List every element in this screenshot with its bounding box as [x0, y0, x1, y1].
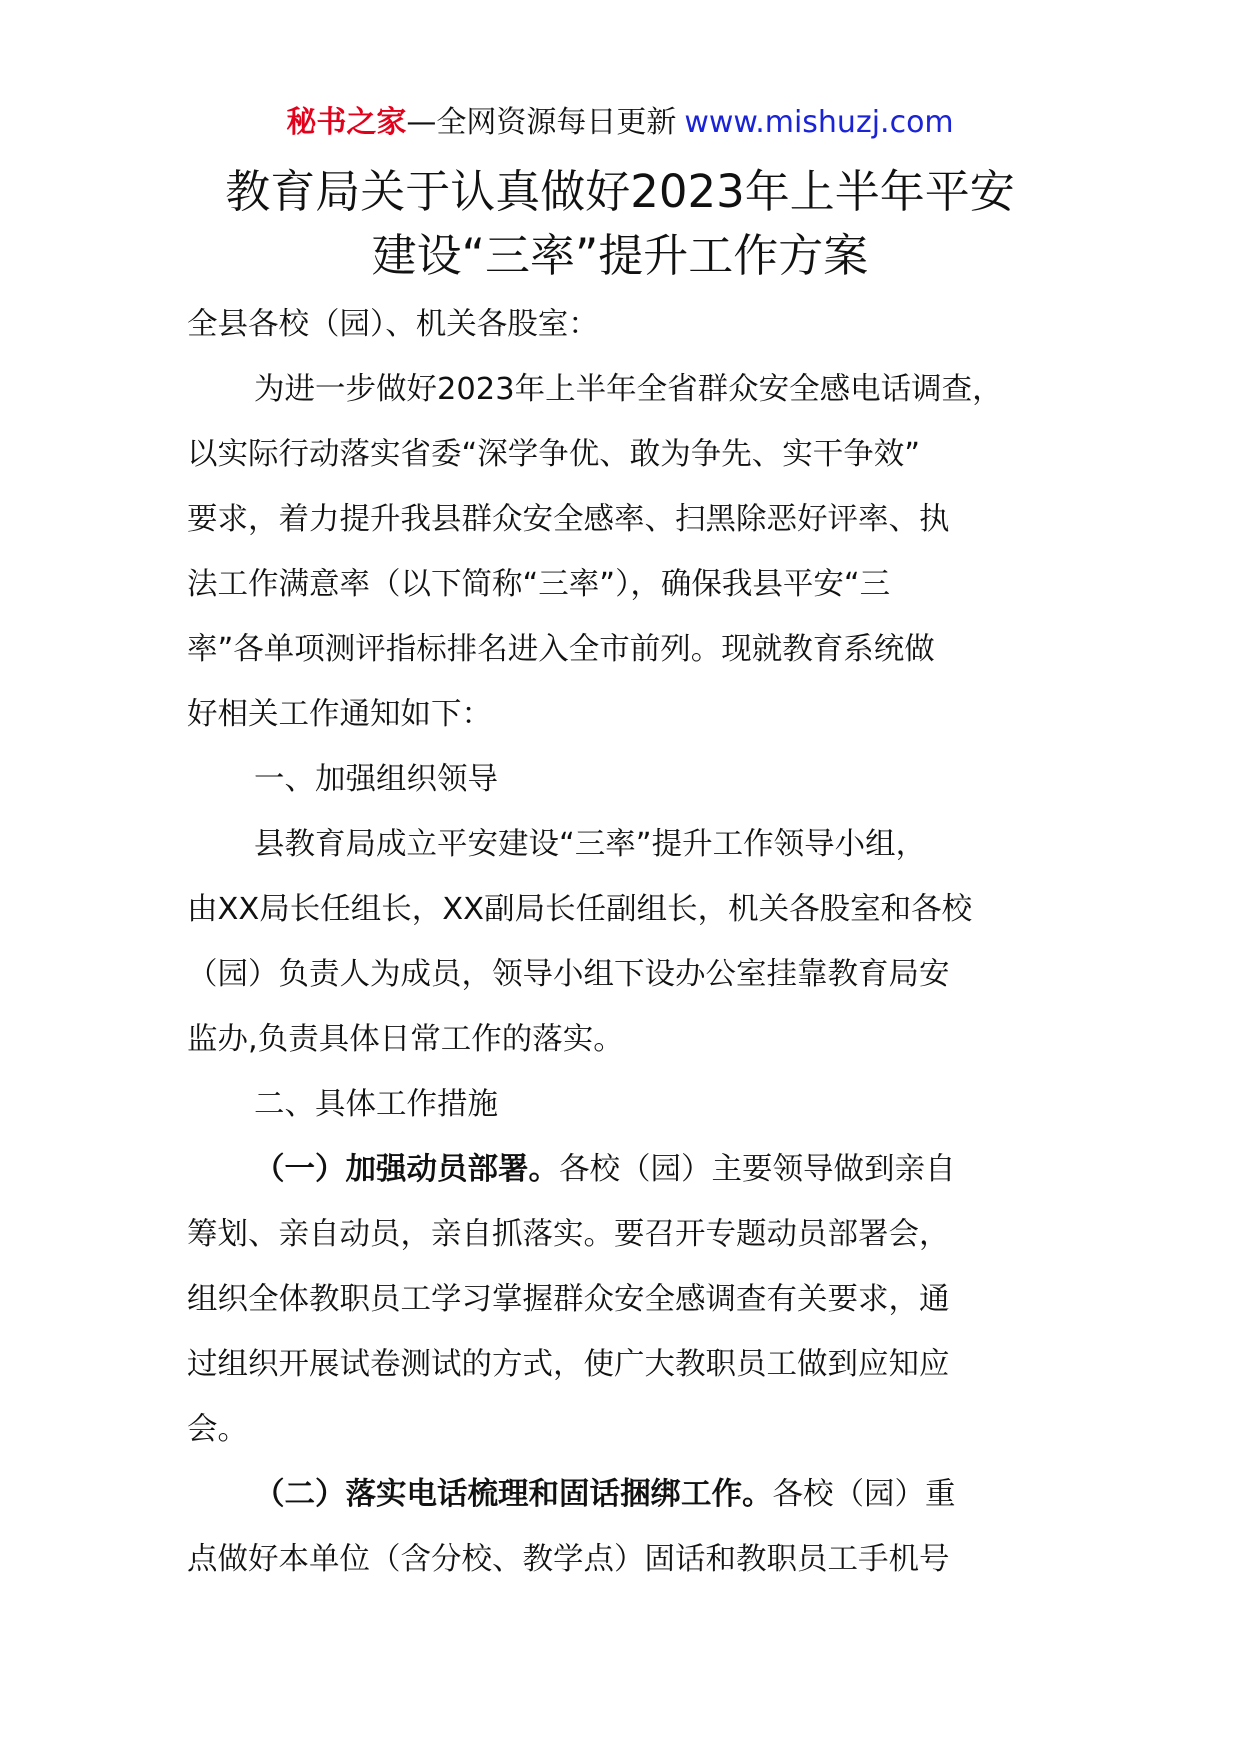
addressee: 全县各校（园）、机关各股室： [187, 307, 599, 342]
paragraph-line: 率”各单项测评指标排名进入全市前列。现就教育系统做 [187, 632, 935, 667]
brand-name: 秘书之家 [286, 105, 407, 140]
document-title-line-2: 建设“三率”提升工作方案 [371, 229, 869, 282]
paragraph-line: 由XX局长任组长，XX副局长任副组长，机关各股室和各校 [187, 892, 973, 927]
paragraph-line: 以实际行动落实省委“深学争优、敢为争先、实干争效” [187, 437, 921, 472]
paragraph-line: 为进一步做好2023年上半年全省群众安全感电话调查， [254, 372, 1003, 407]
paragraph-line: 要求，着力提升我县群众安全感率、扫黑除恶好评率、执 [187, 502, 950, 537]
brand-slogan: —全网资源每日更新 [406, 105, 677, 140]
item-2-lead: （二）落实电话梳理和固话捆绑工作。 [254, 1477, 773, 1512]
item-2-first-line [187, 1462, 1067, 1527]
section-heading-2: 二、具体工作措施 [254, 1087, 498, 1122]
section-heading-1: 一、加强组织领导 [254, 762, 498, 797]
paragraph-line: 法工作满意率（以下简称“三率”），确保我县平安“三 [187, 567, 891, 602]
item-2-text: 各校（园）重 [772, 1477, 956, 1512]
document-title-line-1: 教育局关于认真做好2023年上半年平安 [225, 165, 1015, 218]
website-link[interactable]: www.mishuzj.com [684, 105, 954, 140]
paragraph-line: 好相关工作通知如下： [187, 697, 492, 732]
paragraph-line: 会。 [187, 1412, 248, 1447]
document-body [187, 292, 1067, 1592]
paragraph-line: （园）负责人为成员，领导小组下设办公室挂靠教育局安 [187, 957, 950, 992]
paragraph-line: 筹划、亲自动员，亲自抓落实。要召开专题动员部署会， [187, 1217, 950, 1252]
item-1-first-line [187, 1137, 1067, 1202]
paragraph-line: 点做好本单位（含分校、教学点）固话和教职员工手机号 [187, 1542, 950, 1577]
paragraph-line: 县教育局成立平安建设“三率”提升工作领导小组， [254, 827, 927, 862]
paragraph-line: 监办,负责具体日常工作的落实。 [187, 1022, 624, 1057]
paragraph-line: 过组织开展试卷测试的方式，使广大教职员工做到应知应 [187, 1347, 950, 1382]
header-banner [0, 101, 1240, 145]
item-1-lead: （一）加强动员部署。 [254, 1152, 559, 1187]
paragraph-line: 组织全体教职员工学习掌握群众安全感调查有关要求，通 [187, 1282, 950, 1317]
item-1-text: 各校（园）主要领导做到亲自 [559, 1152, 956, 1187]
